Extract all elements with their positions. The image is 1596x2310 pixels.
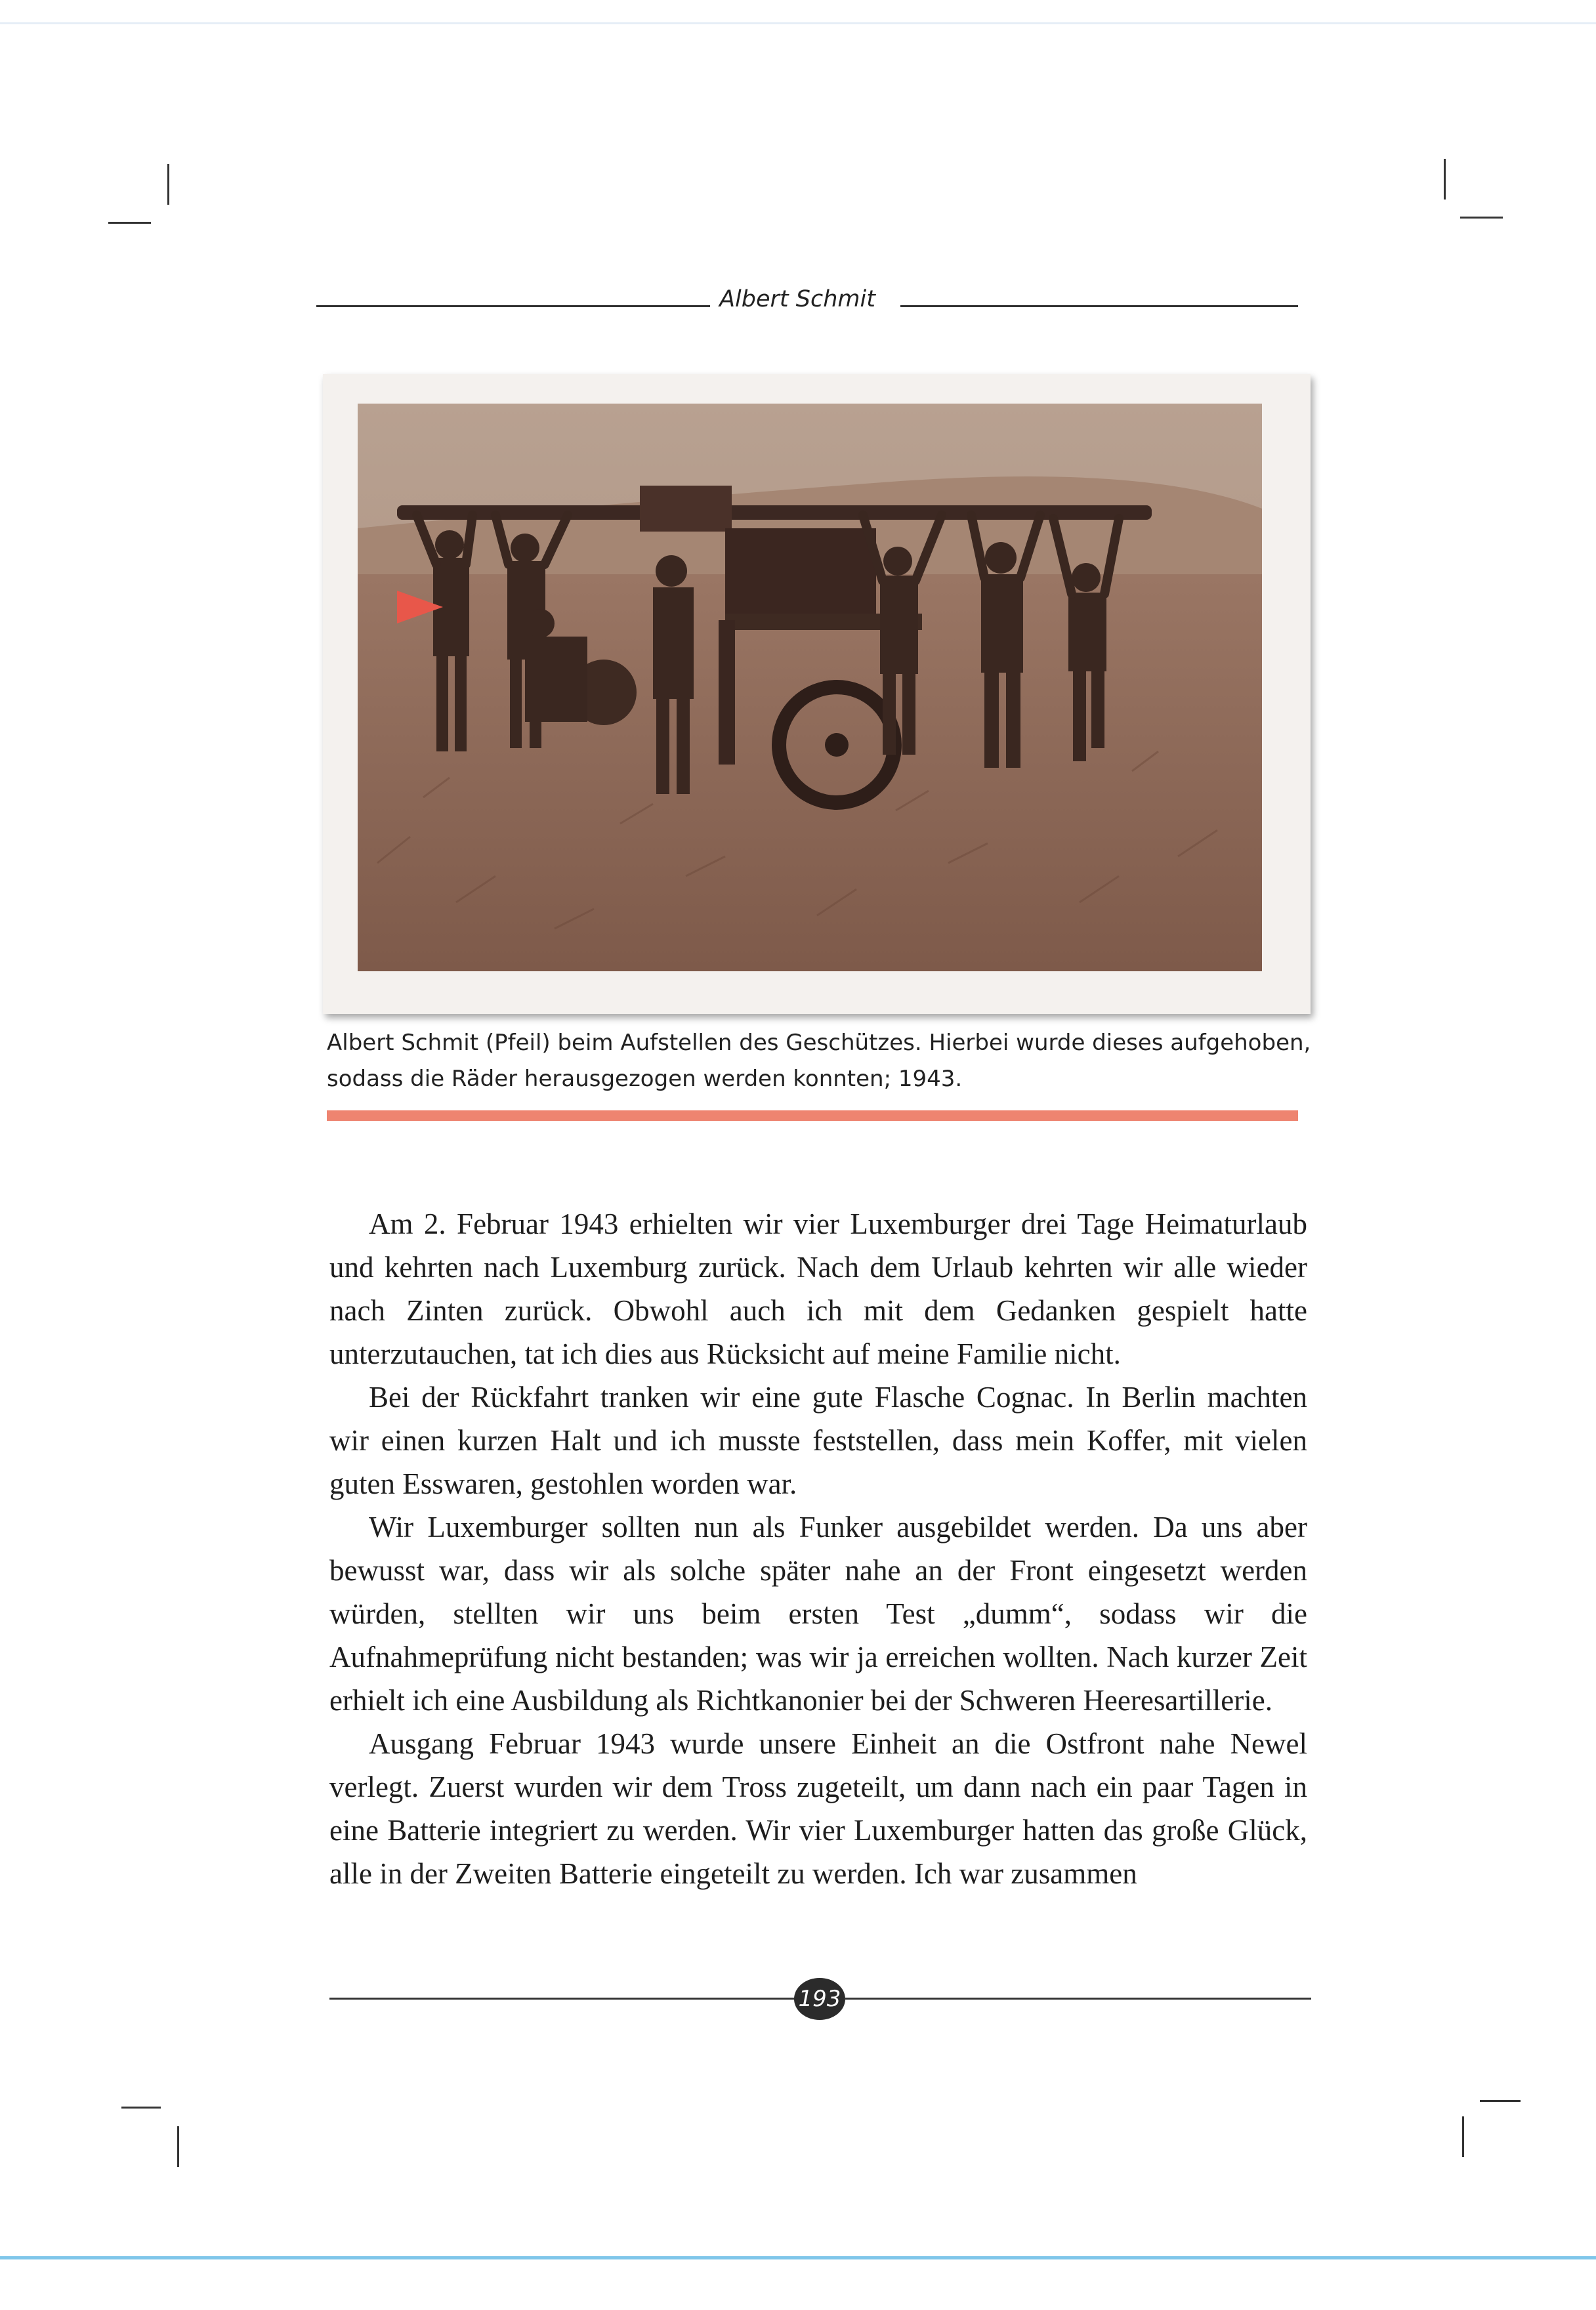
crop-mark xyxy=(1444,159,1446,200)
paragraph: Bei der Rückfahrt tranken wir eine gute Flasche Cognac. In Berlin machten wir einen kurzen Halt und ich musste feststellen, dass mein Koffer, mit vielen guten Esswaren, gestohlen worden war. xyxy=(329,1381,1307,1500)
caption-line-2: sodass die Räder herausgezogen werden konnten; 1943. xyxy=(327,1066,963,1092)
header-rule-right xyxy=(900,305,1298,307)
body-text xyxy=(329,1202,1307,1895)
page-number: 193 xyxy=(794,1978,845,2020)
crop-mark xyxy=(1480,2100,1521,2102)
figure-caption xyxy=(327,1025,1318,1097)
crop-mark xyxy=(167,164,169,205)
paragraph: Am 2. Februar 1943 erhielten wir vier Luxemburger drei Tage Heimaturlaub und kehrten nach Luxemburg zurück. Nach dem Urlaub kehrten wir alle wieder nach Zinten zurück. Obwohl auch ich mit dem Gedanken gespielt hatte unterzutauchen, tat ich dies aus Rücksicht auf meine Familie nicht. xyxy=(329,1208,1307,1370)
crop-mark xyxy=(1460,217,1503,219)
footer-rule-right xyxy=(844,1998,1311,2000)
bottom-edge-rule xyxy=(0,2256,1596,2259)
paragraph: Wir Luxemburger sollten nun als Funker ausgebildet werden. Da uns aber bewusst war, dass wir als solche später nahe an der Front eingesetzt werden würden, stellten wir uns beim ersten Test „dumm“, sodass wir die Aufnahmeprüfung nicht bestanden; was wir ja erreichen wollten. Nach kurzer Zeit erhielt ich eine Ausbildung als Richtkanonier bei der Schweren Heeresartillerie. xyxy=(329,1511,1307,1717)
caption-accent-bar xyxy=(327,1110,1298,1121)
footer-rule-left xyxy=(329,1998,795,2000)
header-rule-left xyxy=(316,305,710,307)
historical-photo xyxy=(358,404,1262,971)
running-title: Albert Schmit xyxy=(719,286,875,312)
crop-mark xyxy=(1462,2116,1464,2157)
paragraph: Ausgang Februar 1943 wurde unsere Einheit an die Ostfront nahe Newel verlegt. Zuerst wurden wir dem Tross zugeteilt, um dann nach ein paar Tagen in eine Batterie integriert zu werden. Wir vier Luxemburger hatten das große Glück, alle in der Zweiten Batterie eingeteilt zu werden. Ich war zusammen xyxy=(329,1727,1307,1890)
top-edge-rule xyxy=(0,22,1596,24)
crop-mark xyxy=(177,2126,179,2167)
crop-mark xyxy=(108,222,151,224)
caption-line-1: Albert Schmit (Pfeil) beim Aufstellen des Geschützes. Hierbei wurde dieses aufgehoben, xyxy=(327,1030,1311,1056)
crop-mark xyxy=(121,2107,161,2109)
